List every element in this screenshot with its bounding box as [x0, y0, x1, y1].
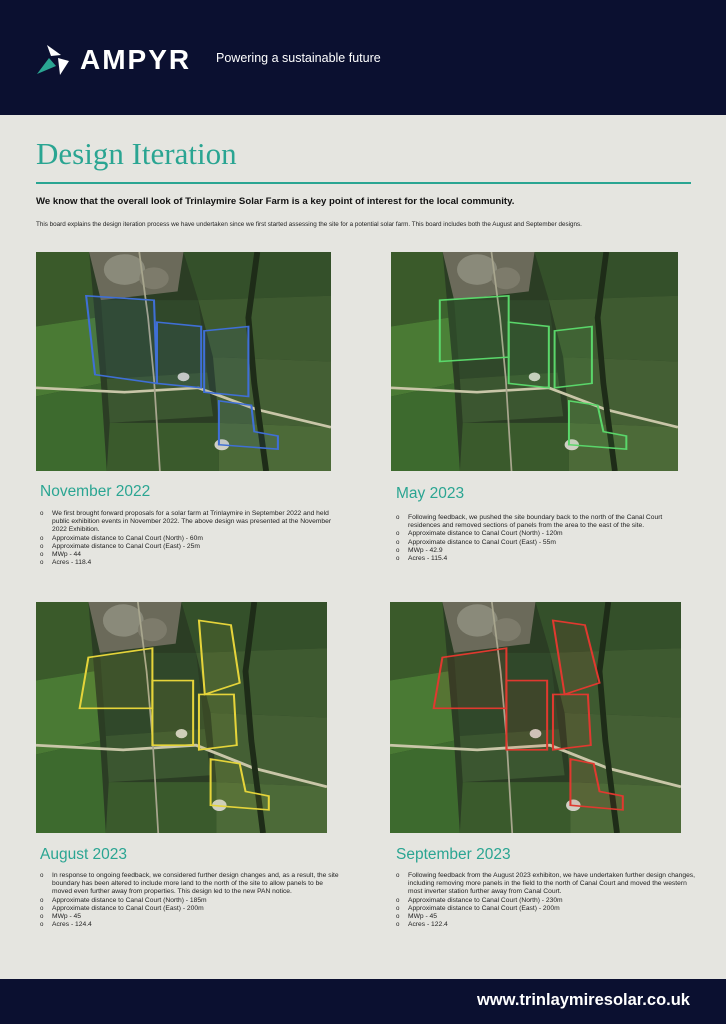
section-title-aug-2023: August 2023: [40, 846, 128, 863]
list-item: o MWp - 42.9: [396, 547, 696, 555]
list-item: o In response to ongoing feedback, we considered further design changes and, as a result, the site boundary has been altered to include more land to the north of the site to allow panels to be moved even further away from properties. This design led to the new PAN notice.: [40, 872, 340, 897]
website-link[interactable]: www.trinlaymiresolar.co.uk: [476, 991, 690, 1009]
section-title-may-2023: May 2023: [396, 485, 465, 502]
list-item: o Acres - 115.4: [396, 555, 696, 563]
list-item: o MWp - 45: [40, 913, 340, 921]
list-item: o Approximate distance to Canal Court (North) - 230m: [396, 897, 696, 905]
site-map-nov-2022: [36, 252, 331, 471]
list-item: o Approximate distance to Canal Court (North) - 120m: [396, 530, 696, 538]
list-item: o MWp - 44: [40, 551, 340, 559]
list-item: o Acres - 124.4: [40, 921, 340, 929]
list-item: o MWp - 45: [396, 913, 696, 921]
bullets-may-2023: [396, 514, 696, 563]
section-title-sep-2023: September 2023: [396, 846, 511, 863]
page-title: Design Iteration: [36, 136, 237, 171]
site-map-sep-2023: [390, 602, 681, 833]
list-item: o Approximate distance to Canal Court (East) - 200m: [396, 905, 696, 913]
brand-name: AMPYR: [80, 44, 192, 75]
list-item: o We first brought forward proposals for a solar farm at Trinlaymire in September 2022 and held public exhibition events in November 2022. The above design was presented at the November 2022 Exhibition.: [40, 510, 340, 535]
intro-text: This board explains the design iteration process we have undertaken since we first started assessing the site for a potential solar farm. This board includes both the August and September designs.: [36, 221, 582, 228]
site-map-aug-2023: [36, 602, 327, 833]
section-title-nov-2022: November 2022: [40, 483, 151, 500]
brand-tagline: Powering a sustainable future: [216, 51, 381, 65]
lead-statement: We know that the overall look of Trinlaymire Solar Farm is a key point of interest for the local community.: [36, 196, 515, 207]
list-item: o Following feedback, we pushed the site boundary back to the north of the Canal Court residences and removed sections of panels from the area to the east of the site.: [396, 514, 696, 530]
list-item: o Following feedback from the August 2023 exhibiton, we have undertaken further design changes, including removing more panels in the field to the north of Canal Court and moved the western most inverter station further away from Canal Court.: [396, 872, 696, 897]
list-item: o Approximate distance to Canal Court (East) - 55m: [396, 539, 696, 547]
list-item: o Acres - 122.4: [396, 921, 696, 929]
list-item: o Approximate distance to Canal Court (East) - 200m: [40, 905, 340, 913]
bullets-nov-2022: [40, 510, 340, 567]
list-item: o Approximate distance to Canal Court (East) - 25m: [40, 543, 340, 551]
ampyr-logo-icon: [36, 44, 70, 76]
list-item: o Approximate distance to Canal Court (North) - 60m: [40, 535, 340, 543]
page-header: [0, 0, 726, 115]
list-item: o Acres - 118.4: [40, 559, 340, 567]
title-divider: [36, 182, 691, 184]
site-map-may-2023: [391, 252, 678, 471]
page-footer: [0, 979, 726, 1024]
bullets-aug-2023: [40, 872, 340, 929]
bullets-sep-2023: [396, 872, 696, 929]
list-item: o Approximate distance to Canal Court (North) - 185m: [40, 897, 340, 905]
